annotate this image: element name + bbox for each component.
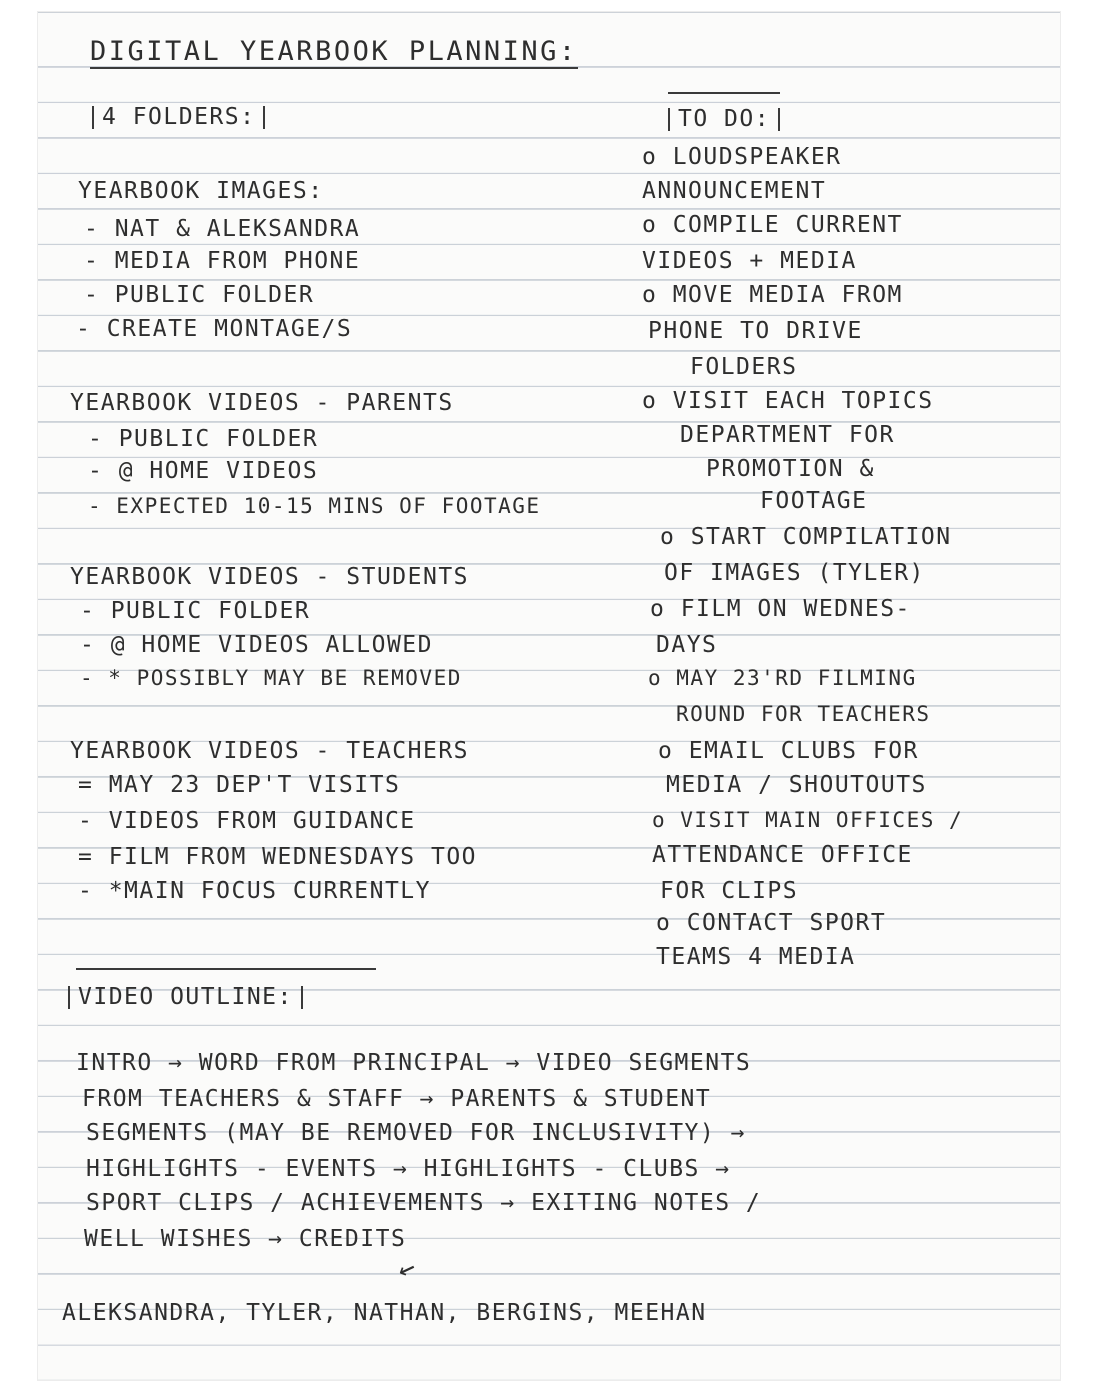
- arrow-down-left-icon: ↙: [394, 1248, 422, 1285]
- credits-names: ALEKSANDRA, TYLER, NATHAN, BERGINS, MEEHAN: [62, 1300, 707, 1326]
- section-heading: YEARBOOK IMAGES:: [78, 178, 324, 204]
- list-item: - * POSSIBLY MAY BE REMOVED: [80, 666, 462, 690]
- outline-line: SPORT CLIPS / ACHIEVEMENTS → EXITING NOTES /: [86, 1190, 762, 1216]
- list-item: - PUBLIC FOLDER: [84, 282, 315, 308]
- list-item: - EXPECTED 10-15 MINS OF FOOTAGE: [88, 494, 541, 518]
- list-item: = MAY 23 DEP'T VISITS: [78, 772, 401, 798]
- todo-line: o COMPILE CURRENT: [642, 212, 903, 238]
- outline-line: FROM TEACHERS & STAFF → PARENTS & STUDENT: [82, 1086, 712, 1112]
- todo-line: TEAMS 4 MEDIA: [656, 944, 856, 970]
- todo-line: FOR CLIPS: [660, 878, 799, 904]
- folders-heading: 4 FOLDERS:: [92, 106, 265, 129]
- outline-line: WELL WISHES → CREDITS: [84, 1226, 407, 1252]
- todo-line: o MOVE MEDIA FROM: [642, 282, 903, 308]
- todo-line: o CONTACT SPORT: [656, 910, 887, 936]
- todo-overline: [668, 92, 780, 94]
- todo-line: o EMAIL CLUBS FOR: [658, 738, 919, 764]
- todo-line: o LOUDSPEAKER: [642, 144, 842, 170]
- todo-line: o VISIT MAIN OFFICES /: [652, 808, 964, 832]
- list-item: - NAT & ALEKSANDRA: [84, 216, 361, 242]
- section-heading: YEARBOOK VIDEOS - PARENTS: [70, 390, 454, 416]
- outline-line: INTRO → WORD FROM PRINCIPAL → VIDEO SEGMENTS: [76, 1050, 752, 1076]
- section-heading: YEARBOOK VIDEOS - STUDENTS: [70, 564, 470, 590]
- todo-line: MEDIA / SHOUTOUTS: [666, 772, 927, 798]
- todo-line: PROMOTION &: [706, 456, 875, 482]
- todo-line: o MAY 23'RD FILMING: [648, 666, 917, 690]
- todo-line: ANNOUNCEMENT: [642, 178, 827, 204]
- todo-line: PHONE TO DRIVE: [648, 318, 863, 344]
- todo-line: ATTENDANCE OFFICE: [652, 842, 913, 868]
- list-item: - PUBLIC FOLDER: [88, 426, 319, 452]
- todo-line: o VISIT EACH TOPICS: [642, 388, 934, 414]
- list-item: - VIDEOS FROM GUIDANCE: [78, 808, 416, 834]
- page-title: DIGITAL YEARBOOK PLANNING:: [90, 36, 578, 67]
- list-item: - CREATE MONTAGE/S: [76, 316, 353, 342]
- video-outline-heading: VIDEO OUTLINE:: [68, 986, 303, 1009]
- list-item: - @ HOME VIDEOS: [88, 458, 319, 484]
- section-heading: YEARBOOK VIDEOS - TEACHERS: [70, 738, 470, 764]
- todo-line: ROUND FOR TEACHERS: [676, 702, 931, 726]
- todo-line: FOLDERS: [690, 354, 798, 380]
- list-item: - @ HOME VIDEOS ALLOWED: [80, 632, 433, 658]
- todo-line: o START COMPILATION: [660, 524, 952, 550]
- list-item: - MEDIA FROM PHONE: [84, 248, 361, 274]
- list-item: - PUBLIC FOLDER: [80, 598, 311, 624]
- list-item: = FILM FROM WEDNESDAYS TOO: [78, 844, 478, 870]
- todo-heading: TO DO:: [668, 108, 780, 131]
- todo-line: VIDEOS + MEDIA: [642, 248, 857, 274]
- todo-line: OF IMAGES (TYLER): [664, 560, 925, 586]
- todo-line: DAYS: [656, 632, 718, 658]
- outline-line: HIGHLIGHTS - EVENTS → HIGHLIGHTS - CLUBS →: [86, 1156, 731, 1182]
- outline-line: SEGMENTS (MAY BE REMOVED FOR INCLUSIVITY) →: [86, 1120, 746, 1146]
- todo-line: o FILM ON WEDNES-: [650, 596, 911, 622]
- todo-line: FOOTAGE: [760, 488, 868, 514]
- list-item: - *MAIN FOCUS CURRENTLY: [78, 878, 431, 904]
- outline-overline: [76, 968, 376, 970]
- todo-line: DEPARTMENT FOR: [680, 422, 895, 448]
